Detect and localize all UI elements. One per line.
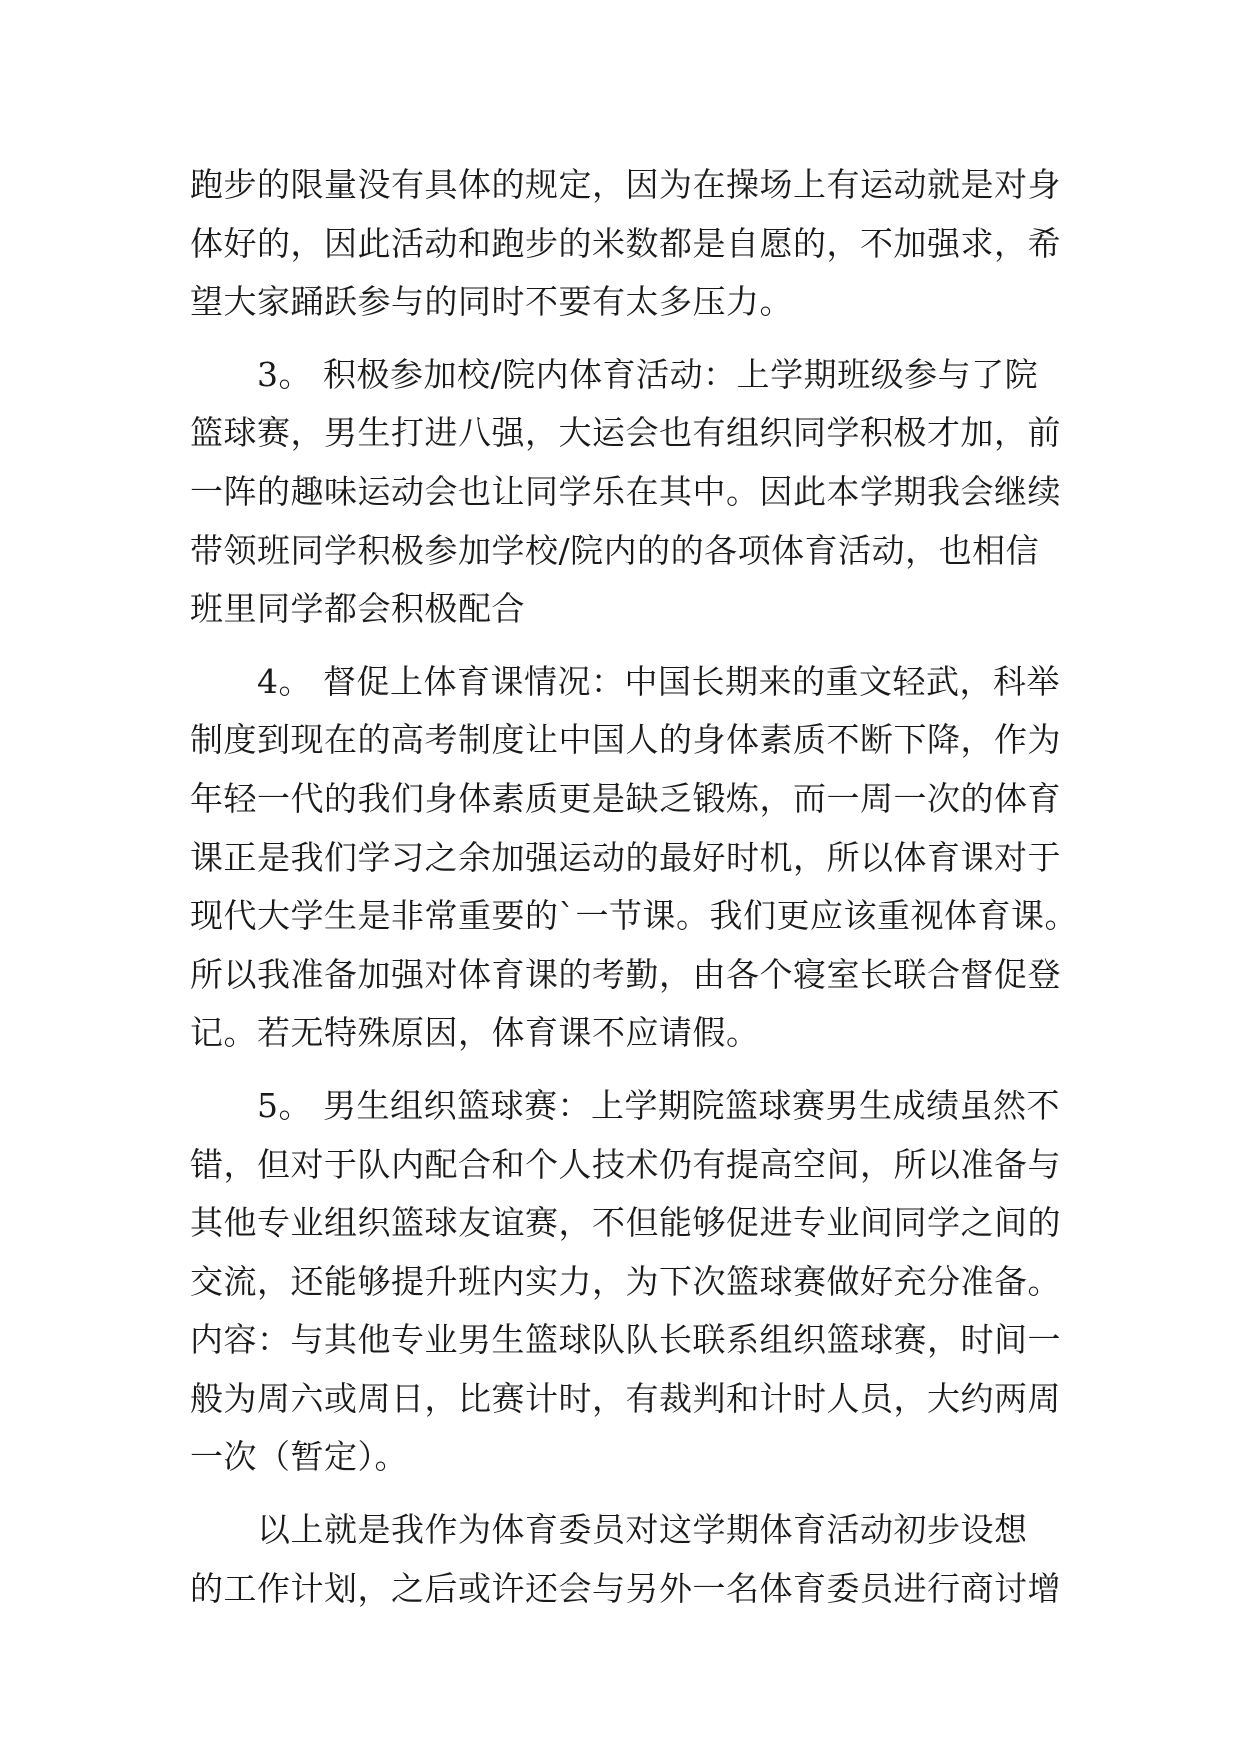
- text-line: 内容：与其他专业男生篮球队队长联系组织篮球赛，时间一: [190, 1320, 1061, 1360]
- text-line: 现代大学生是非常重要的`一节课。我们更应该重视体育课。: [190, 896, 1078, 936]
- text-line: 跑步的限量没有具体的规定，因为在操场上有运动就是对身: [190, 165, 1061, 204]
- text-line: 班里同学都会积极配合: [190, 589, 525, 629]
- text-line: 一阵的趣味运动会也让同学乐在其中。因此本学期我会继续: [190, 471, 1061, 511]
- text-line: 带领班同学积极参加学校/院内的的各项体育活动，也相信: [190, 530, 1040, 570]
- text-line: 3。 积极参加校/院内体育活动：上学期班级参与了院: [190, 354, 1039, 394]
- text-line: 一次（暂定）。: [190, 1437, 408, 1477]
- text-line: 的工作计划，之后或许还会与另外一名体育委员进行商讨增: [190, 1568, 1061, 1608]
- text-line: 体好的，因此活动和跑步的米数都是自愿的，不加强求，希: [190, 223, 1061, 263]
- text-line: 4。 督促上体育课情况：中国长期来的重文轻武，科举: [190, 661, 1060, 701]
- document-body: [190, 156, 1078, 1618]
- text-line: 错，但对于队内配合和个人技术仍有提高空间，所以准备与: [190, 1144, 1061, 1184]
- text-line: 课正是我们学习之余加强运动的最好时机，所以体育课对于: [190, 837, 1061, 877]
- text-line: 所以我准备加强对体育课的考勤，由各个寝室长联合督促登: [190, 954, 1061, 994]
- text-line: 篮球赛，男生打进八强，大运会也有组织同学积极才加，前: [190, 413, 1061, 453]
- text-line: 记。若无特殊原因，体育课不应请假。: [190, 1013, 760, 1053]
- text-line: 交流，还能够提升班内实力，为下次篮球赛做好充分准备。: [190, 1261, 1061, 1301]
- text-line: 年轻一代的我们身体素质更是缺乏锻炼，而一周一次的体育: [190, 778, 1061, 818]
- text-line: 望大家踊跃参与的同时不要有太多压力。: [190, 282, 793, 322]
- text-line: 以上就是我作为体育委员对这学期体育活动初步设想: [190, 1510, 1028, 1550]
- text-line: 制度到现在的高考制度让中国人的身体素质不断下降，作为: [190, 720, 1061, 760]
- text-line: 5。 男生组织篮球赛：上学期院篮球赛男生成绩虽然不: [190, 1085, 1060, 1125]
- text-line: 其他专业组织篮球友谊赛，不但能够促进专业间同学之间的: [190, 1203, 1061, 1243]
- text-line: 般为周六或周日，比赛计时，有裁判和计时人员，大约两周: [190, 1378, 1061, 1418]
